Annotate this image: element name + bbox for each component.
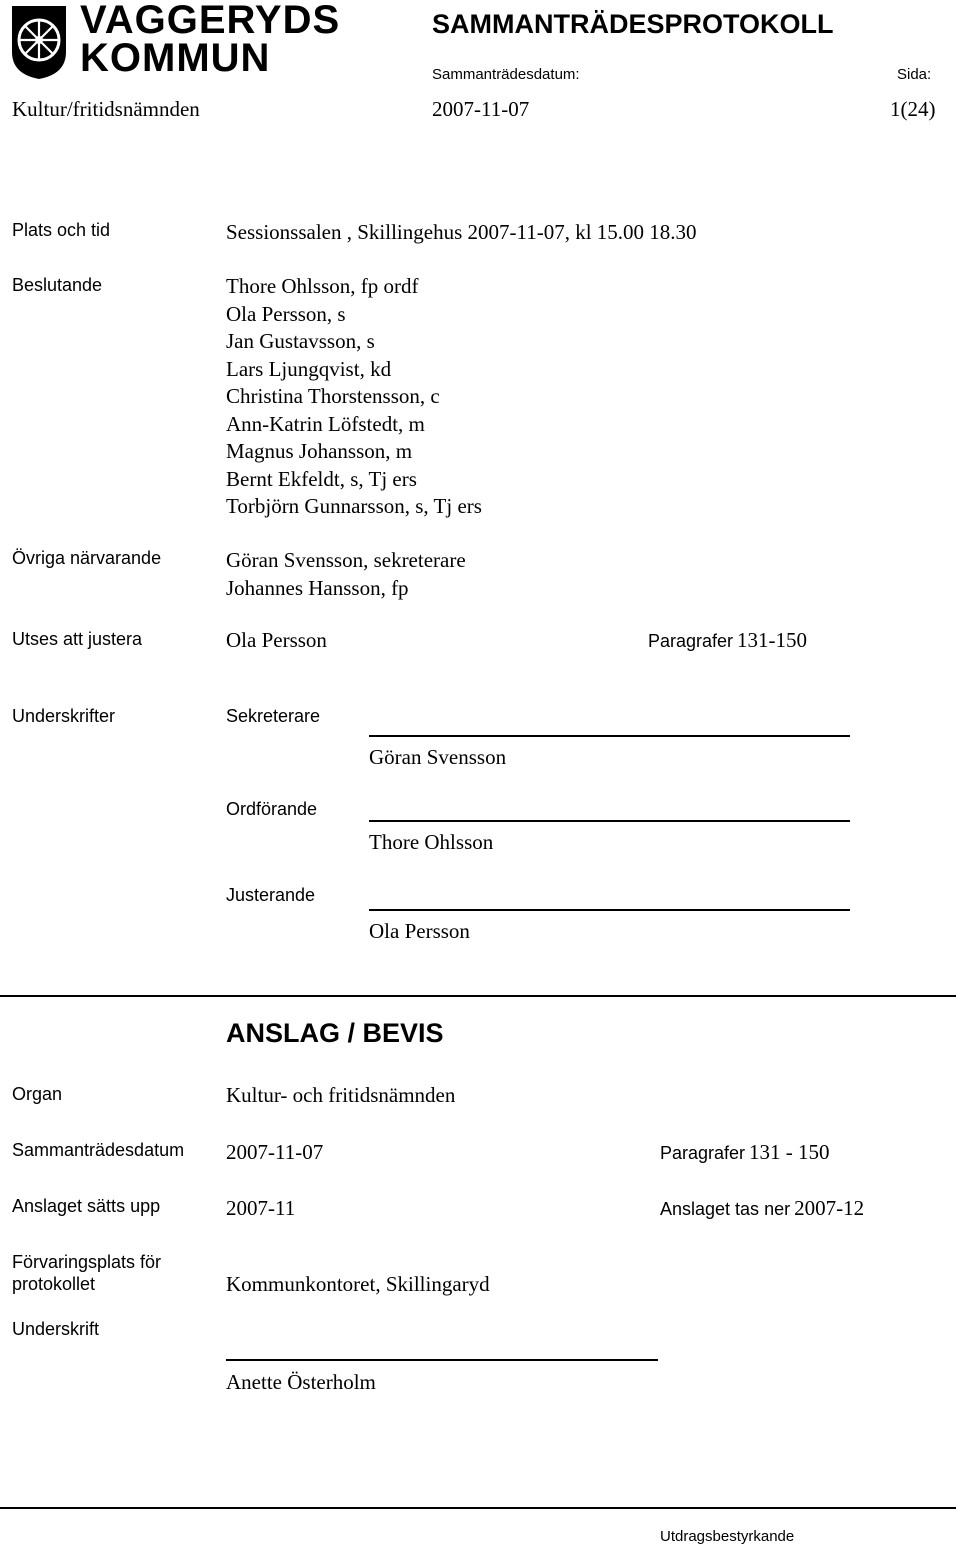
list-item: Johannes Hansson, fp [226, 575, 409, 600]
justifier-label: Justerande [226, 885, 316, 905]
municipality-logo [10, 4, 68, 80]
posted-value: 2007-11 [226, 1196, 296, 1220]
paragraphs-range [648, 628, 807, 653]
notice-title: ANSLAG / BEVIS [226, 1018, 444, 1048]
footer-divider [0, 1507, 956, 1509]
logo-text-line1: VAGGERYDS [80, 0, 341, 42]
list-item: Torbjörn Gunnarsson, s, Tj ers [226, 494, 482, 518]
deciding-list [226, 273, 482, 521]
chair-name: Thore Ohlsson [369, 830, 494, 854]
organ-label: Organ [12, 1084, 63, 1104]
notice-date-label: Sammanträdesdatum [12, 1140, 185, 1160]
place-value: Sessionssalen , Skillingehus 2007-11-07, kl 15.00 18.30 [226, 220, 697, 244]
others-list [226, 547, 466, 602]
committee-name: Kultur/fritidsnämnden [12, 97, 200, 121]
others-label: Övriga närvarande [12, 548, 162, 568]
page-number: 1(24) [890, 97, 936, 121]
list-item: Lars Ljungqvist, kd [226, 356, 392, 381]
notice-paragraphs [660, 1140, 830, 1165]
signatures-label: Underskrifter [12, 706, 116, 726]
list-item: Jan Gustavsson, s [226, 329, 375, 353]
date-label: Sammanträdesdatum: [432, 66, 580, 83]
place-label: Plats och tid [12, 220, 111, 240]
adjuster-value: Ola Persson [226, 628, 327, 652]
justifier-name: Ola Persson [369, 919, 470, 943]
removed-info [660, 1196, 864, 1221]
organ-value: Kultur- och fritidsnämnden [226, 1083, 456, 1107]
footer-text: Utdragsbestyrkande [660, 1528, 795, 1545]
list-item: Magnus Johansson, m [226, 439, 413, 463]
notice-paragraphs-label: Paragrafer [660, 1143, 746, 1163]
list-item: Christina Thorstensson, c [226, 384, 440, 408]
paragraphs-label: Paragrafer [648, 631, 734, 651]
deciding-label: Beslutande [12, 275, 103, 295]
signature-label: Underskrift [12, 1319, 100, 1339]
storage-label-line1: Förvaringsplats för [12, 1252, 162, 1272]
notice-signature-line [226, 1359, 658, 1361]
justifier-signature-line [369, 909, 850, 911]
chair-signature-line [369, 820, 850, 822]
storage-label-line2: protokollet [12, 1274, 96, 1294]
section-divider [0, 995, 956, 997]
storage-value: Kommunkontoret, Skillingaryd [226, 1272, 490, 1296]
posted-label: Anslaget sätts upp [12, 1196, 161, 1216]
meeting-date: 2007-11-07 [432, 97, 530, 121]
coat-of-arms-icon [10, 4, 68, 80]
logo-text-line2: KOMMUN [80, 36, 271, 80]
list-item: Ann-Katrin Löfstedt, m [226, 411, 425, 436]
list-item: Göran Svensson, sekreterare [226, 548, 466, 572]
removed-value: 2007-12 [794, 1196, 865, 1220]
paragraphs-value: 131-150 [737, 628, 808, 652]
adjuster-label: Utses att justera [12, 629, 143, 649]
page-label: Sida: [897, 66, 932, 83]
list-item: Ola Persson, s [226, 301, 346, 326]
chair-label: Ordförande [226, 799, 318, 819]
document-title: SAMMANTRÄDESPROTOKOLL [432, 9, 834, 39]
list-item: Bernt Ekfeldt, s, Tj ers [226, 466, 417, 491]
notice-signature-name: Anette Österholm [226, 1370, 376, 1394]
secretary-signature-line [369, 735, 850, 737]
notice-paragraphs-value: 131 - 150 [749, 1140, 830, 1164]
removed-label: Anslaget tas ner [660, 1199, 791, 1219]
secretary-label: Sekreterare [226, 706, 321, 726]
list-item: Thore Ohlsson, fp ordf [226, 274, 419, 298]
secretary-name: Göran Svensson [369, 745, 507, 769]
notice-date-value: 2007-11-07 [226, 1140, 324, 1164]
